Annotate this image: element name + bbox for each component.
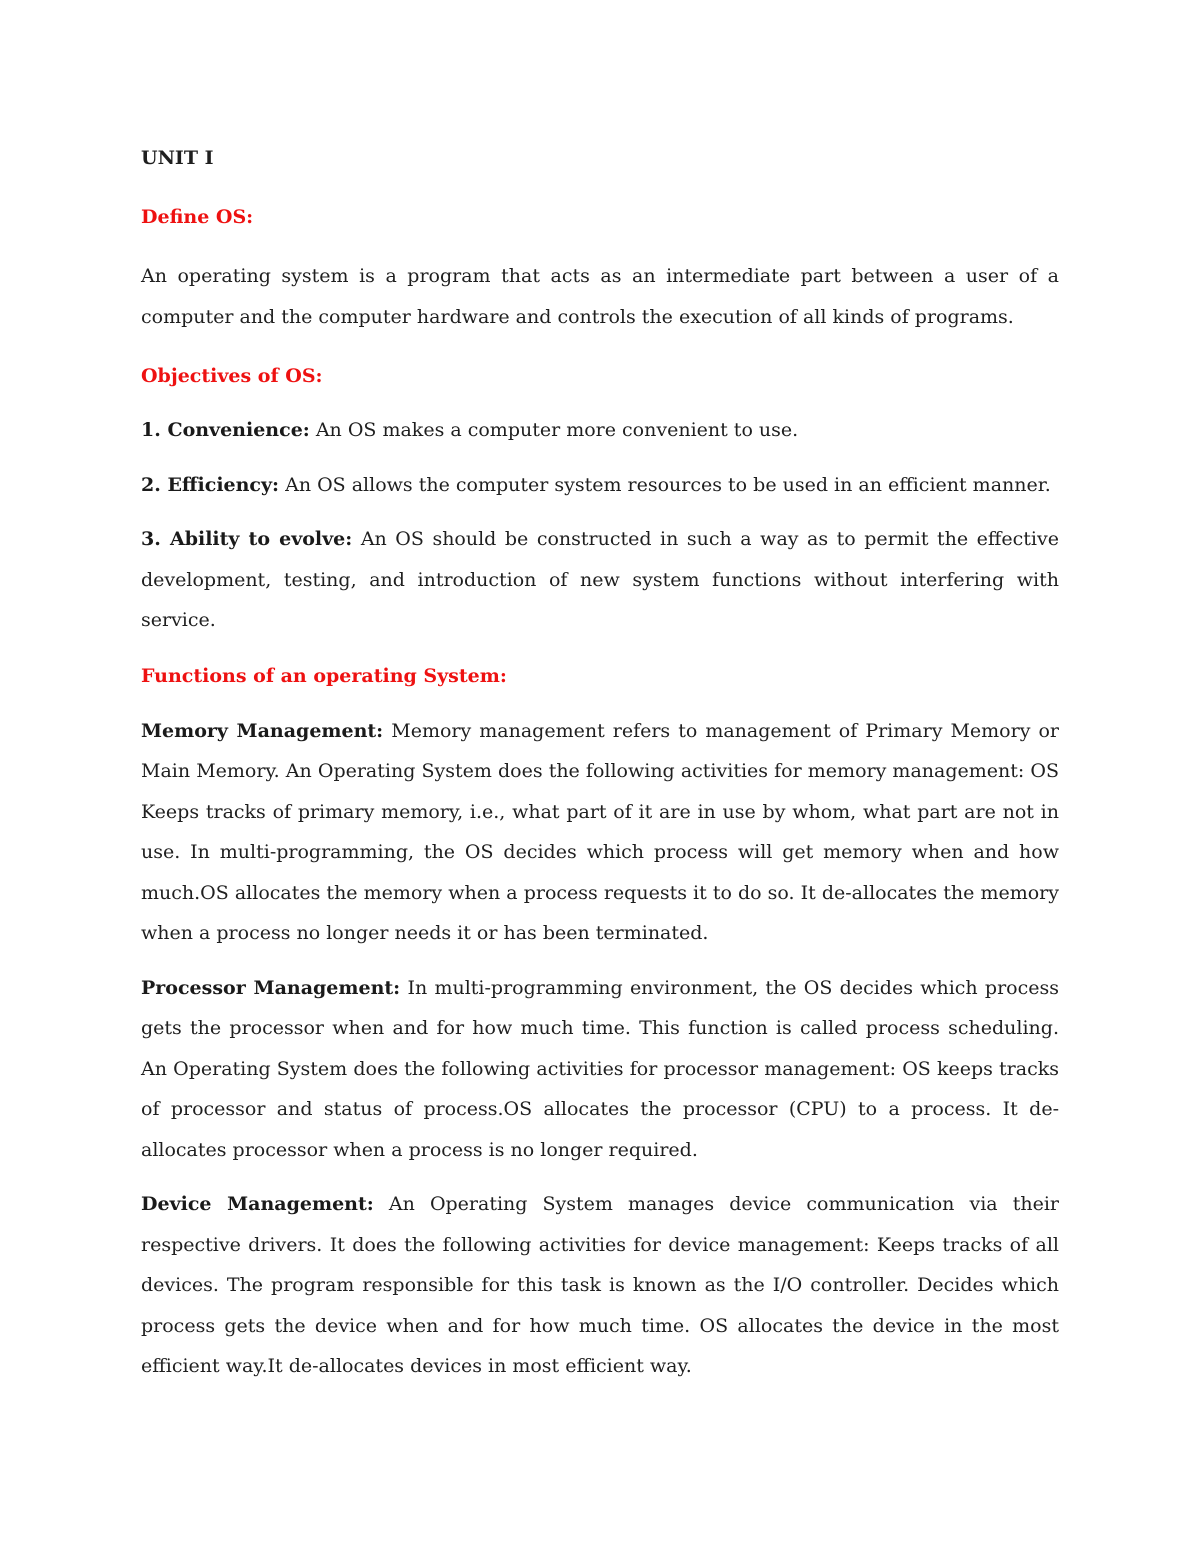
function-paragraph-processor — [141, 968, 1059, 1171]
objective-text: An OS makes a computer more convenient to use. — [309, 419, 799, 441]
function-text: Memory management refers to management of Primary Memory or Main Memory. An Operating System does the following activities for memory management: OS Keeps tracks of primary memory, i.e., what part of it are in use by whom, what part are not in use. In multi-programming, the OS decides which process will get memory when and how much.OS allocates the memory when a process requests it to do so. It de-allocates the memory when a process no longer needs it or has been terminated. — [141, 719, 1059, 944]
objective-term: 3. Ability to evolve: — [141, 528, 353, 550]
function-term: Device Management: — [141, 1193, 374, 1215]
function-text: In multi-programming environment, the OS decides which process gets the processor when and for how much time. This function is called process scheduling. An Operating System does the following activities for processor management: OS keeps tracks of processor and status of process.OS allocates the processor (CPU) to a process. It de-allocates processor when a process is no longer required. — [141, 976, 1059, 1161]
function-text: An Operating System manages device communication via their respective drivers. It does the following activities for device management: Keeps tracks of all devices. The program responsible for this task is known as the I/O controller. Decides which process gets the device when and for how much time. OS allocates the device in the most efficient way.It de-allocates devices in most efficient way. — [141, 1193, 1060, 1377]
function-term: Processor Management: — [141, 976, 401, 999]
function-paragraph-memory — [141, 711, 1059, 954]
functions-heading: Functions of an operating System: — [141, 664, 507, 687]
objectives-heading: Objectives of OS: — [141, 365, 323, 387]
define-os-paragraph: An operating system is a program that acts as an intermediate part between a user of a computer and the computer hardware and controls the execution of all kinds of programs. — [141, 265, 1059, 328]
objective-text: An OS allows the computer system resources to be used in an efficient manner. — [279, 473, 1051, 496]
objective-term: 1. Convenience: — [141, 419, 310, 441]
objective-item — [141, 410, 1059, 451]
function-term: Memory Management: — [141, 719, 384, 742]
document-body — [141, 138, 1059, 1387]
objective-term: 2. Efficiency: — [141, 473, 280, 496]
function-paragraph-device — [141, 1184, 1059, 1387]
objective-text: An OS should be constructed in such a way as to permit the effective development, testing, and introduction of new system functions without interfering with service. — [141, 528, 1059, 631]
unit-title: UNIT I — [141, 147, 214, 169]
objective-item — [141, 465, 1059, 506]
define-os-heading: Define OS: — [141, 206, 254, 228]
objective-item — [141, 519, 1059, 641]
